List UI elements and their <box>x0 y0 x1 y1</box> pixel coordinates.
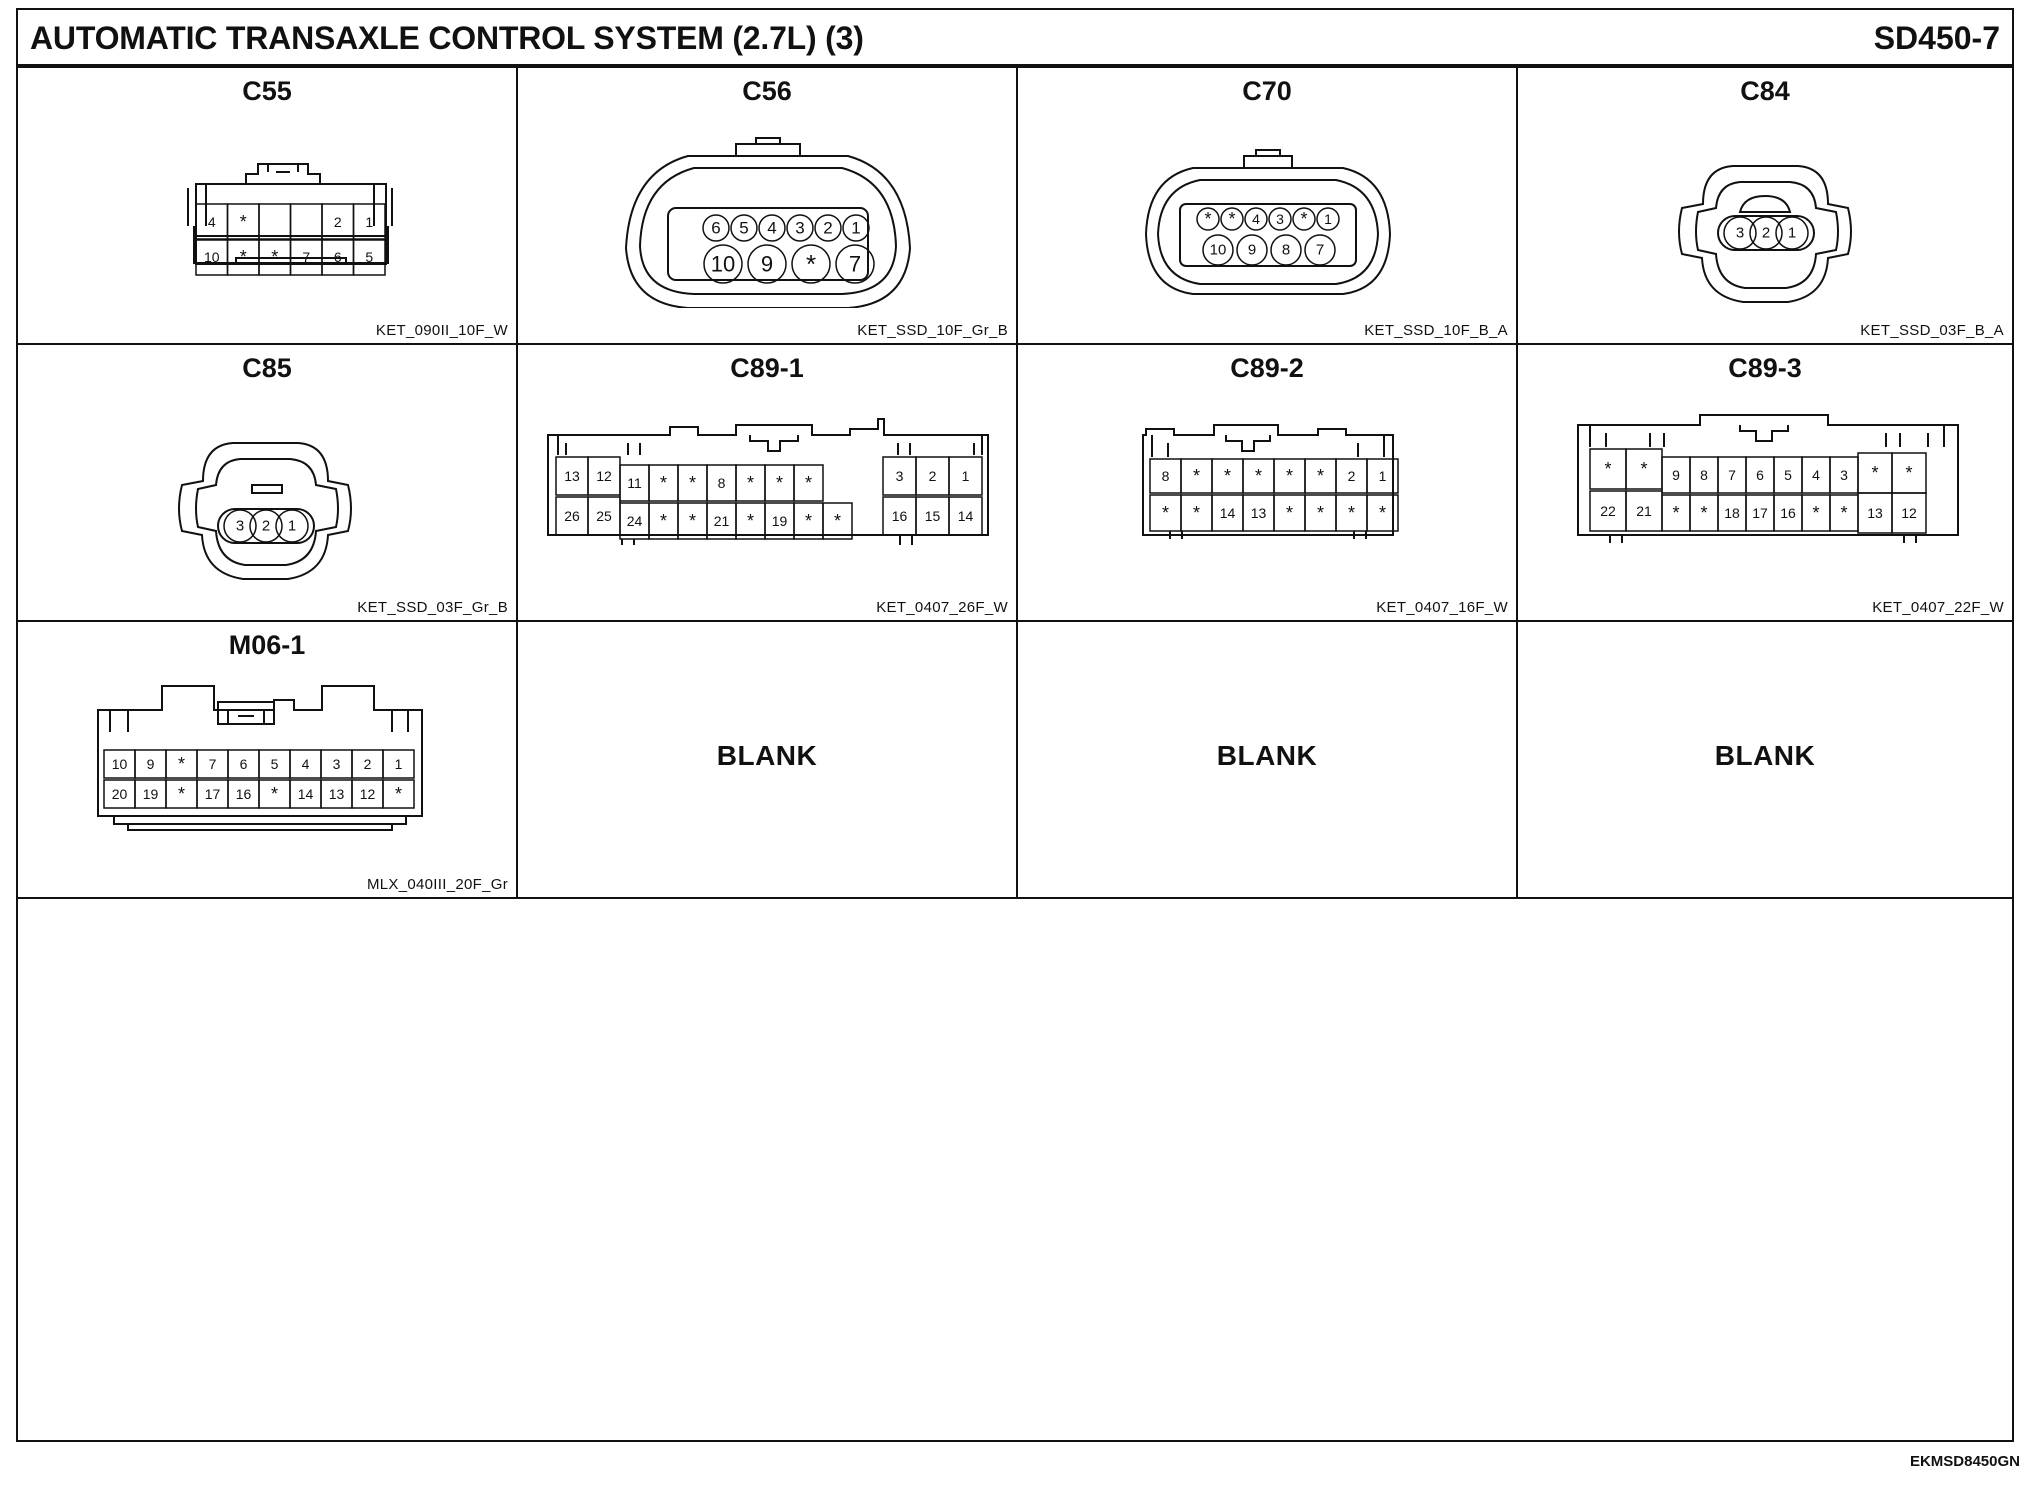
page-title: AUTOMATIC TRANSAXLE CONTROL SYSTEM (2.7L) (3) <box>30 20 864 56</box>
connector-c85-face <box>18 385 518 585</box>
pin-empty-marker: * <box>1285 503 1294 523</box>
connector-c84-face <box>1518 108 2012 308</box>
pin-number: 1 <box>1324 211 1332 227</box>
pin-number: 10 <box>1209 241 1227 259</box>
pin-empty-marker: * <box>833 511 842 531</box>
pin-number: 3 <box>332 756 341 772</box>
connector-outline <box>196 459 338 565</box>
connector-part-code: KET_0407_16F_W <box>1376 599 1508 616</box>
connector-part-code: KET_SSD_03F_B_A <box>1860 322 2004 339</box>
connector-part-code: KET_SSD_10F_B_A <box>1364 322 1508 339</box>
pin-empty-marker: * <box>1228 209 1236 229</box>
pin-cell <box>291 204 323 240</box>
blank-label: BLANK <box>716 740 818 771</box>
pin-number: 5 <box>365 249 374 265</box>
pin-number: 3 <box>795 218 805 238</box>
connector-part-code: KET_SSD_03F_Gr_B <box>357 599 508 616</box>
connector-cell-c84 <box>1518 68 2012 345</box>
pin-number: 20 <box>111 786 128 802</box>
pin-number: 13 <box>328 786 345 802</box>
pin-number: 9 <box>1672 467 1680 483</box>
pin-number: 22 <box>1600 503 1616 519</box>
connector-name: M06-1 <box>228 630 306 660</box>
pin-number: 10 <box>203 249 220 265</box>
connector-outline <box>558 435 982 455</box>
pin-number: 25 <box>596 508 612 524</box>
pin-number: 9 <box>760 251 774 277</box>
pin-empty-marker: * <box>746 473 755 493</box>
pin-number: 2 <box>333 214 342 230</box>
document-reference: EKMSD8450GN <box>1909 1453 2020 1470</box>
pin-empty-marker: * <box>1672 503 1680 523</box>
blank-label: BLANK <box>1714 740 1816 771</box>
pin-number: 3 <box>1276 211 1284 227</box>
pin-empty-marker: * <box>394 784 403 804</box>
pin-number: 12 <box>596 468 612 484</box>
pin-empty-marker: * <box>1316 503 1325 523</box>
pin-empty-marker: * <box>659 473 668 493</box>
pin-number: 19 <box>142 786 159 802</box>
connector-name: C55 <box>242 76 292 106</box>
pin-empty-marker: * <box>239 247 247 267</box>
pin-number: 3 <box>1840 467 1848 483</box>
pin-number: 1 <box>961 468 970 484</box>
blank-cell <box>518 622 1018 899</box>
connector-name: C89-1 <box>730 353 804 383</box>
connector-cell-m06-1 <box>18 622 518 899</box>
connector-m06-1-face <box>18 662 518 862</box>
pin-number: 6 <box>333 249 342 265</box>
pin-number: 11 <box>627 475 642 491</box>
pin-empty-marker: * <box>177 784 186 804</box>
pin-empty-marker: * <box>1840 503 1848 523</box>
blank-label: BLANK <box>1216 740 1318 771</box>
pin-number: 17 <box>1752 505 1768 521</box>
pin-number: 7 <box>848 251 862 277</box>
pin-empty-marker: * <box>659 511 668 531</box>
pin-empty-marker: * <box>1285 466 1294 486</box>
pin-number: 7 <box>1728 467 1736 483</box>
pin-number: 21 <box>713 513 730 529</box>
pin-number: 8 <box>1161 468 1170 484</box>
pin-number: 14 <box>297 786 314 802</box>
connector-part-code: KET_0407_22F_W <box>1872 599 2004 616</box>
connector-cell-c55 <box>18 68 518 345</box>
pin-empty-marker: * <box>1905 463 1913 483</box>
connector-outline <box>622 535 912 545</box>
pin-number: 6 <box>239 756 248 772</box>
pin-number: 6 <box>1756 467 1764 483</box>
connector-cell-c56 <box>518 68 1018 345</box>
connector-outline <box>218 702 274 724</box>
connector-outline <box>114 816 406 830</box>
connector-part-code: MLX_040III_20F_Gr <box>366 876 508 893</box>
connector-outline <box>252 485 282 493</box>
connector-name: C56 <box>742 76 792 106</box>
pin-empty-marker: * <box>177 754 186 774</box>
pin-number: 1 <box>851 218 861 238</box>
pin-number: 6 <box>711 218 721 238</box>
connector-name: C89-3 <box>1728 353 1802 383</box>
pin-empty-marker: * <box>775 473 784 493</box>
pin-empty-marker: * <box>1812 503 1820 523</box>
pin-empty-marker: * <box>804 511 813 531</box>
pin-empty-marker: * <box>1640 459 1648 479</box>
pin-number: 8 <box>717 475 726 491</box>
pin-empty-marker: * <box>1204 209 1212 229</box>
pin-number: 7 <box>302 249 311 265</box>
pin-number: 2 <box>261 517 271 535</box>
pin-number: 1 <box>287 517 297 535</box>
connector-outline <box>1590 425 1944 447</box>
pin-number: 14 <box>1219 505 1236 521</box>
connector-outline <box>1244 150 1292 168</box>
pin-number: 3 <box>235 517 245 535</box>
connector-name: C70 <box>1242 76 1292 106</box>
connector-name: C85 <box>242 353 292 383</box>
connector-outline <box>110 710 408 732</box>
pin-number: 1 <box>365 214 374 230</box>
connector-cell-c89-2 <box>1018 345 1518 622</box>
header-bar <box>18 10 2012 68</box>
connector-c89-3-face <box>1518 385 2012 585</box>
connector-outline <box>548 419 988 535</box>
pin-empty-marker: * <box>1347 503 1356 523</box>
connector-c55-face <box>18 108 518 308</box>
pin-number: 19 <box>771 513 788 529</box>
pin-number: 1 <box>394 756 403 772</box>
connector-outline <box>736 138 800 156</box>
connector-grid <box>18 68 2012 899</box>
pin-empty-marker: * <box>1161 503 1170 523</box>
pin-empty-marker: * <box>688 473 697 493</box>
pin-number: 7 <box>1315 241 1325 259</box>
page-code: SD450-7 <box>1873 20 2000 56</box>
pin-empty-marker: * <box>1871 463 1879 483</box>
pin-empty-marker: * <box>746 511 755 531</box>
connector-c56-face <box>518 108 1018 308</box>
pin-cell <box>259 204 291 240</box>
pin-number: 13 <box>1250 505 1267 521</box>
pin-empty-marker: * <box>1223 466 1232 486</box>
pin-number: 8 <box>1281 241 1291 259</box>
pin-number: 14 <box>957 508 974 524</box>
pin-empty-marker: * <box>271 247 279 267</box>
pin-number: 1 <box>1787 224 1797 242</box>
pin-number: 21 <box>1636 503 1652 519</box>
pin-number: 2 <box>928 468 937 484</box>
connector-part-code: KET_SSD_10F_Gr_B <box>857 322 1008 339</box>
pin-empty-marker: * <box>805 249 817 279</box>
pin-number: 3 <box>1735 224 1745 242</box>
connector-outline <box>246 164 320 184</box>
pin-number: 17 <box>204 786 221 802</box>
connector-part-code: KET_0407_26F_W <box>876 599 1008 616</box>
pin-number: 24 <box>626 513 643 529</box>
diagram-sheet <box>16 8 2014 1442</box>
connector-outline <box>1610 535 1916 543</box>
connector-name: C84 <box>1740 76 1790 106</box>
connector-cell-c85 <box>18 345 518 622</box>
connector-c89-2-face <box>1018 385 1518 585</box>
connector-outline <box>179 443 351 579</box>
pin-number: 8 <box>1700 467 1708 483</box>
pin-number: 3 <box>895 468 904 484</box>
pin-number: 13 <box>1867 505 1883 521</box>
pin-number: 10 <box>111 756 128 772</box>
pin-empty-marker: * <box>1700 503 1708 523</box>
pin-number: 12 <box>359 786 376 802</box>
pin-number: 16 <box>891 508 908 524</box>
pin-number: 16 <box>1780 505 1796 521</box>
pin-empty-marker: * <box>804 473 813 493</box>
pin-number: 4 <box>767 218 777 238</box>
pin-number: 16 <box>235 786 252 802</box>
pin-number: 2 <box>363 756 372 772</box>
connector-cell-c89-3 <box>1518 345 2012 622</box>
pin-number: 26 <box>564 508 580 524</box>
pin-number: 13 <box>564 468 580 484</box>
pin-empty-marker: * <box>1254 466 1263 486</box>
pin-number: 4 <box>207 214 216 230</box>
connector-cell-c70 <box>1018 68 1518 345</box>
pin-number: 18 <box>1724 505 1740 521</box>
connector-outline <box>1152 435 1384 457</box>
pin-number: 15 <box>924 508 941 524</box>
pin-empty-marker: * <box>688 511 697 531</box>
pin-number: 4 <box>301 756 310 772</box>
pin-empty-marker: * <box>1300 209 1308 229</box>
pin-number: 2 <box>1761 224 1771 242</box>
connector-cell-c89-1 <box>518 345 1018 622</box>
pin-number: 5 <box>270 756 279 772</box>
pin-number: 2 <box>1347 468 1356 484</box>
pin-empty-marker: * <box>1192 466 1201 486</box>
pin-empty-marker: * <box>270 784 279 804</box>
blank-cell <box>1518 622 2012 899</box>
pin-empty-marker: * <box>1192 503 1201 523</box>
connector-c70-face <box>1018 108 1518 308</box>
connector-outline <box>1740 196 1790 212</box>
pin-empty-marker: * <box>1316 466 1325 486</box>
pin-number: 2 <box>823 218 833 238</box>
connector-part-code: KET_090II_10F_W <box>375 322 508 339</box>
connector-outline <box>1158 180 1378 284</box>
pin-empty-marker: * <box>239 212 247 232</box>
pin-number: 7 <box>208 756 217 772</box>
pin-empty-marker: * <box>1378 503 1387 523</box>
pin-number: 4 <box>1812 467 1820 483</box>
connector-name: C89-2 <box>1230 353 1304 383</box>
pin-number: 1 <box>1378 468 1387 484</box>
pin-number: 5 <box>1784 467 1792 483</box>
blank-cell <box>1018 622 1518 899</box>
pin-number: 9 <box>146 756 155 772</box>
pin-number: 9 <box>1247 241 1257 259</box>
connector-c89-1-face <box>518 385 1018 585</box>
pin-empty-marker: * <box>1604 459 1612 479</box>
pin-number: 4 <box>1252 211 1260 227</box>
pin-number: 10 <box>710 251 736 277</box>
pin-number: 12 <box>1901 505 1917 521</box>
pin-number: 5 <box>739 218 749 238</box>
